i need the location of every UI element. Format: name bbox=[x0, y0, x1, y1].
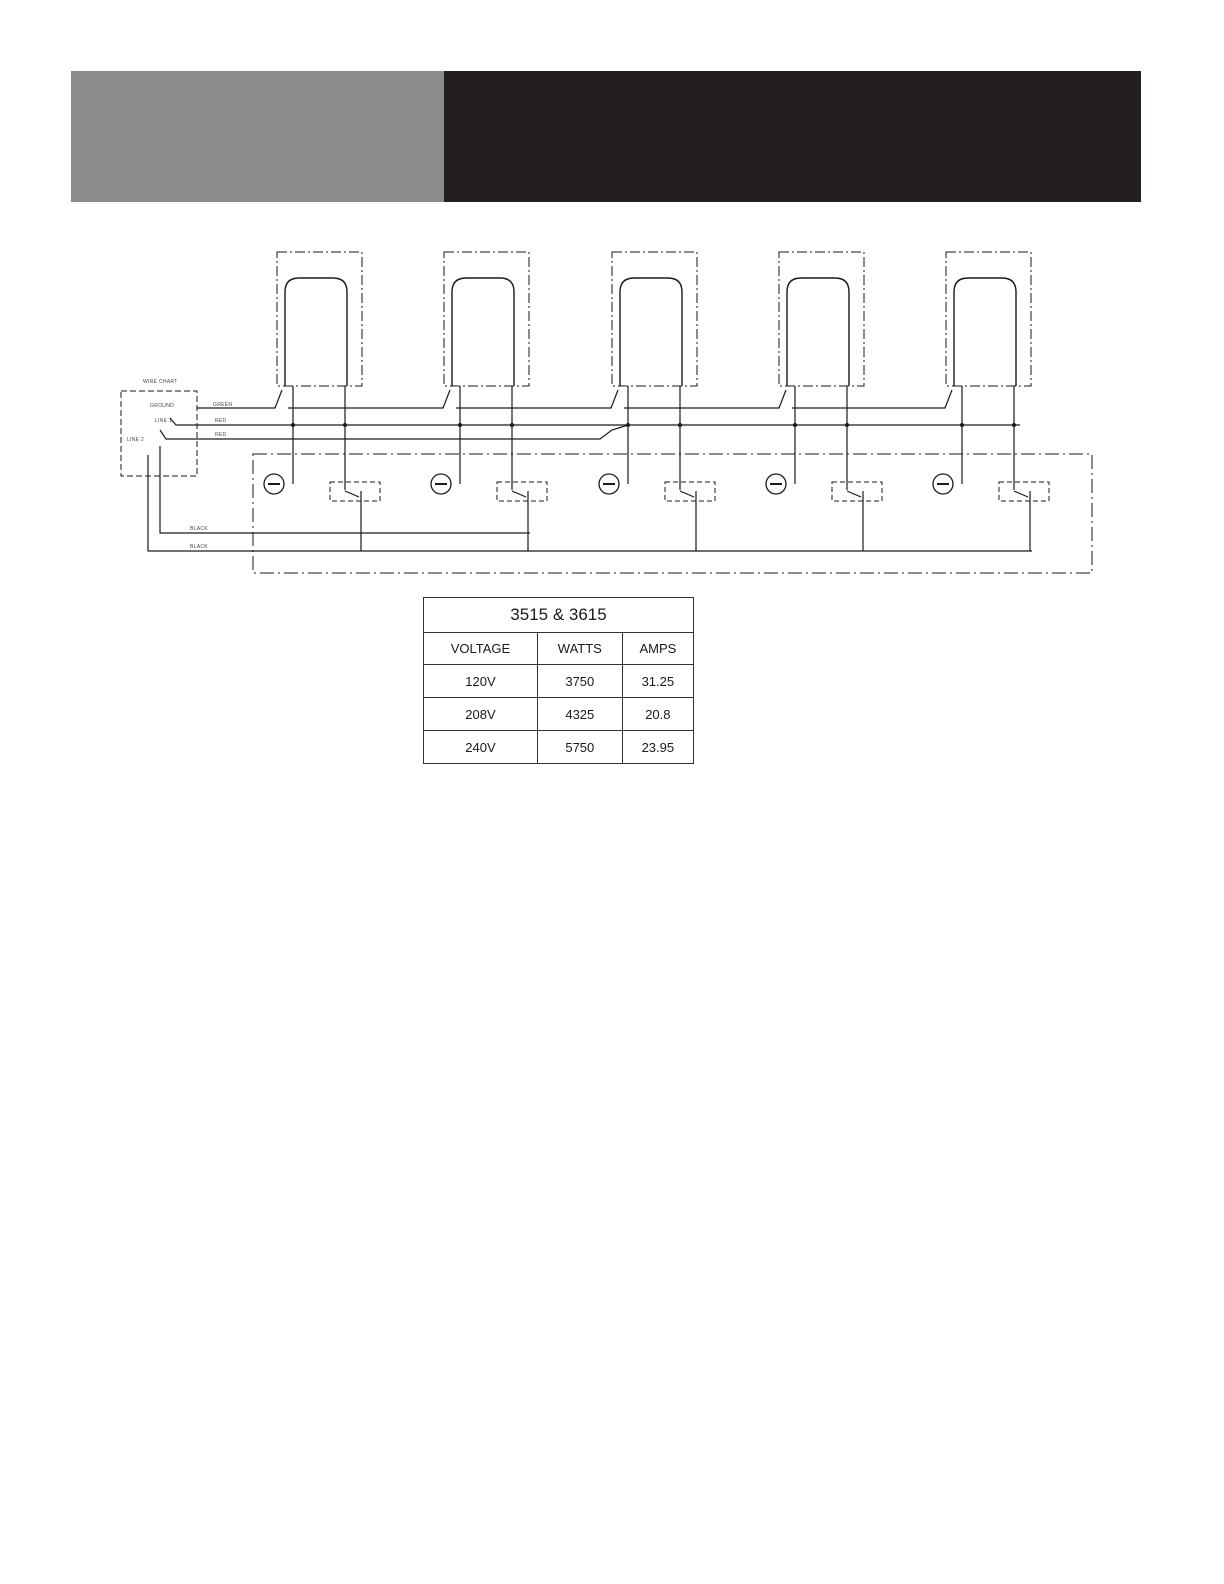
cell-amps: 23.95 bbox=[622, 731, 693, 764]
thermostat-contact bbox=[512, 491, 528, 551]
control-panel-box bbox=[253, 454, 1092, 573]
wire-label-red-1: RED bbox=[215, 418, 227, 424]
thermostat-switch-icon bbox=[832, 482, 882, 501]
heating-element-icon bbox=[452, 278, 514, 386]
header-amps: AMPS bbox=[622, 633, 693, 665]
cell-amps: 31.25 bbox=[622, 665, 693, 698]
thermostat-switch-icon bbox=[999, 482, 1049, 501]
wire-label-black-1: BLACK bbox=[190, 526, 208, 532]
cell-voltage: 120V bbox=[424, 665, 538, 698]
junction-dot bbox=[626, 423, 630, 427]
element-lead-wires bbox=[962, 386, 1014, 490]
specs-table bbox=[423, 597, 694, 764]
cell-voltage: 240V bbox=[424, 731, 538, 764]
heater-enclosure bbox=[779, 252, 864, 386]
table-row bbox=[424, 698, 694, 731]
line2-wire bbox=[160, 425, 628, 439]
heating-element-icon bbox=[954, 278, 1016, 386]
element-lead-wires bbox=[795, 386, 847, 490]
thermostat-contact bbox=[680, 491, 696, 551]
junction-dot bbox=[845, 423, 849, 427]
wire-label-black-2: BLACK bbox=[190, 544, 208, 550]
cell-watts: 5750 bbox=[537, 731, 622, 764]
terminal-block-title: WIRE CHART bbox=[143, 379, 178, 385]
element-lead-wires bbox=[628, 386, 680, 490]
junction-dot bbox=[291, 423, 295, 427]
wiring-diagram bbox=[0, 0, 1224, 600]
cell-amps: 20.8 bbox=[622, 698, 693, 731]
wire-label-red-2: RED bbox=[215, 432, 227, 438]
table-row bbox=[424, 731, 694, 764]
heater-enclosure bbox=[612, 252, 697, 386]
junction-dot bbox=[1012, 423, 1016, 427]
cell-watts: 3750 bbox=[537, 665, 622, 698]
wire-label-green: GREEN bbox=[213, 402, 233, 408]
thermostat-switch-icon bbox=[665, 482, 715, 501]
heating-element-icon bbox=[787, 278, 849, 386]
junction-dot bbox=[960, 423, 964, 427]
black-wire-2 bbox=[148, 455, 1032, 551]
specs-table-title: 3515 & 3615 bbox=[424, 598, 694, 633]
terminal-label-ground: GROUND bbox=[150, 403, 175, 409]
junction-dot bbox=[343, 423, 347, 427]
header-voltage: VOLTAGE bbox=[424, 633, 538, 665]
thermostat-switch-icon bbox=[497, 482, 547, 501]
terminal-label-line1: LINE 1 bbox=[155, 418, 173, 424]
header-watts: WATTS bbox=[537, 633, 622, 665]
thermostat-contact bbox=[1014, 491, 1030, 551]
junction-dot bbox=[793, 423, 797, 427]
element-lead-wires bbox=[460, 386, 512, 490]
thermostat-contact bbox=[847, 491, 863, 551]
heater-enclosure bbox=[277, 252, 362, 386]
thermostat-switch-icon bbox=[330, 482, 380, 501]
element-lead-wires bbox=[293, 386, 345, 490]
heater-enclosure bbox=[444, 252, 529, 386]
cell-watts: 4325 bbox=[537, 698, 622, 731]
junction-dot bbox=[458, 423, 462, 427]
ground-wire bbox=[197, 390, 952, 408]
junction-dot bbox=[510, 423, 514, 427]
heating-element-icon bbox=[620, 278, 682, 386]
thermostat-contact bbox=[345, 491, 361, 551]
heater-enclosure bbox=[946, 252, 1031, 386]
table-row bbox=[424, 665, 694, 698]
heating-element-icon bbox=[285, 278, 347, 386]
terminal-label-line2: LINE 2 bbox=[127, 437, 145, 443]
junction-dot bbox=[678, 423, 682, 427]
specs-table-header-row bbox=[424, 633, 694, 665]
cell-voltage: 208V bbox=[424, 698, 538, 731]
line1-wire bbox=[170, 418, 1020, 425]
